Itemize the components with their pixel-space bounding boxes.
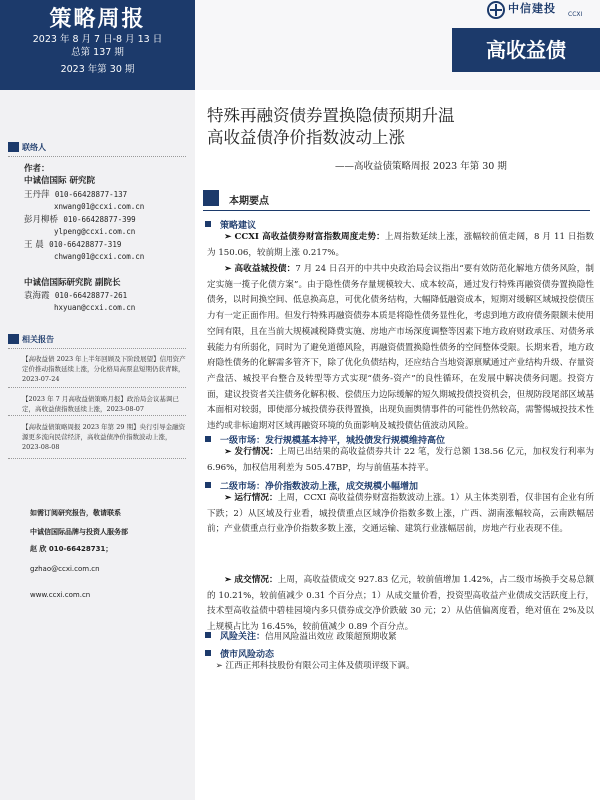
report-type: 策略周报 — [49, 7, 146, 32]
author-org: 中诚信国际 研究院 — [24, 176, 95, 186]
divider — [203, 210, 590, 211]
report-icon — [8, 334, 19, 344]
issue-total: 总第 137 期 — [71, 47, 124, 58]
key-points-icon — [203, 190, 219, 206]
section-heading: 一级市场：发行规模基本持平，城投债发行规模维持高位 — [205, 433, 445, 446]
contact-row: 袁海霞 010-66428877-261 — [24, 291, 128, 301]
main-content — [195, 90, 600, 800]
report-subtitle: ——高收益债策略周报 2023 年第 30 期 — [335, 161, 507, 172]
date-range: 2023 年 8 月 7 日-8 月 13 日 — [32, 34, 163, 45]
brand-logo — [486, 0, 596, 24]
key-points-heading: 本期要点 — [229, 196, 269, 207]
related-title: 相关报告 — [22, 335, 54, 344]
sidebar — [0, 90, 195, 800]
related-report[interactable]: 【高收益债策略周报 2023 年第 29 期】央行引导金融资源更多流向民营经济，高收益债净价指数波动上涨，2023-08-08 — [22, 423, 186, 451]
section-heading: 策略建议 — [205, 218, 256, 231]
subscribe-note: 如需订阅研究报告，敬请联系 — [30, 509, 121, 517]
contact-email[interactable]: chwang01@ccxi.com.cn — [54, 252, 145, 261]
category-banner: 高收益债 — [452, 28, 600, 72]
section-heading: 二级市场：净价指数波动上涨，成交规模小幅增加 — [205, 479, 418, 492]
section-heading: 债市风险动态 — [205, 647, 274, 660]
paragraph: ➢ 运行情况：上周，CCXI 高收益债券财富指数波动上涨。1）从主体类别看，仅非国有企业有所下跌；2）从区域及行业看，城投债重点区域净价指数多数上涨，广西、湖南涨幅较高，云南跌幅居前；产业债重点行业净价指数多数上涨，交通运输、建筑行业涨幅居前，房地产行业表现不佳。 — [207, 493, 594, 535]
brand-name: 中信建投 — [508, 2, 556, 15]
paragraph: ➢ 高收益城投债：7 月 24 日召开的中共中央政治局会议指出“要有效防范化解地方债务风险，制定实施一揽子化债方案”。由于隐性债务存量规模较大、成本较高，通过发行特殊再融资债券置换隐性债务，以时间换空间、低息换高息，可优化债务结构，大幅降低融资成本，短期对缓解区域城投偿债压力有一定正面作用。但发行特殊再融资债券本质是将隐性债务显性化，考虑到地方政府债务限额未使用空间有限，且在当前大规模减税降费实施、房地产市场深度调整等因素下地方政府财政承压、对债务承载能力有所弱化，同时为了避免道德风险，再融资债置换隐性债务的空间整体受限。长期来看，地方政府隐性债务的化解需多管齐下，除了优化负债结构，还应结合当地资源禀赋通过产业结构升级、存量资产盘活、城投平台整合及转型等方式实现“债务-资产”的良性循环，在发展中解决债务问题。投资方面，建议投资者关注债务化解积极、偿债压力边际缓解的短久期城投债投资机会，但规防段尾部区域基本面相对较弱，即使部分城投债券获得置换，出现负面舆情事件的可能性仍然较高，需警惕城投技术性违约或非标逾期对区域再融资环境的负面影响及城投债估值波动风险。 — [207, 264, 594, 432]
contacts-title: 联络人 — [22, 143, 46, 152]
contact-row: 王 晨 010-66428877-319 — [24, 240, 122, 250]
author-label: 作者： — [24, 164, 50, 174]
related-report[interactable]: 【2023 年 7 月高收益债策略月报】政治局会议基调已定，高收益债指数延续上涨，2023-08-07 — [22, 395, 179, 413]
contact-email[interactable]: xnwang01@ccxi.com.cn — [54, 202, 145, 211]
report-title-line2: 高收益债净价指数波动上涨 — [207, 128, 405, 147]
contact-icon — [8, 142, 19, 152]
divider — [8, 458, 186, 459]
website-link[interactable]: www.ccxi.com.cn — [30, 591, 91, 599]
contact-email[interactable]: gzhao@ccxi.com.cn — [30, 565, 100, 573]
paragraph: ➢ 成交情况：上周，高收益债成交 927.83 亿元，较前值增加 1.42%，占二级市场换手交易总额的 10.21%，较前值减少 0.31 个百分点；1）从成交量价看，投资型高收益产业债成交活跃度上行，技术型高收益债中碧桂园境内多只债券成交净价跌破 30 元；2）从估值偏离度看，绝对值在 2%及以上规模占比为 16.45%，较前值减少 0.89 个百分点。 — [207, 575, 594, 633]
contact-phone: 赵 欣 010-66428731； — [30, 545, 113, 553]
paragraph: ➢ CCXI 高收益债券财富指数周度走势：上周指数延续上涨，涨幅较前值走阔，8 月 11 日指数为 150.06，较前期上涨 0.217%。 — [207, 232, 594, 258]
report-title-line1: 特殊再融资债券置换隐债预期升温 — [207, 106, 455, 125]
paragraph: ➢ 江西正邦科技股份有限公司主体及债项评级下调。 — [215, 661, 415, 671]
brand-mark-icon — [486, 1, 506, 19]
contact-email[interactable]: hxyuan@ccxi.com.cn — [54, 303, 136, 312]
divider — [8, 415, 186, 416]
service-dept: 中诚信国际品牌与投资人服务部 — [30, 528, 128, 536]
section-heading: 风险关注：信用风险溢出效应 政策超预期收紧 — [205, 629, 397, 642]
report-header-block — [0, 0, 195, 90]
contact-row: 王丹萍 010-66428877-137 — [24, 190, 128, 200]
divider — [8, 156, 186, 157]
divider — [8, 348, 186, 349]
related-report[interactable]: 【高收益债 2023 年上半年回顾及下阶段展望】信用资产定价推动指数延续上涨，分化格局高票息短期仍获青睐，2023-07-24 — [22, 355, 186, 383]
paragraph: ➢ 发行情况：上周已出结果的高收益债券共计 22 笔，发行总额 138.56 亿元，加权发行利率为 6.96%，加权信用利差为 505.47BP，均与前值基本持平。 — [207, 447, 594, 473]
contact-email[interactable]: ylpeng@ccxi.com.cn — [54, 227, 136, 236]
head-org: 中诚信国际研究院 副院长 — [24, 278, 121, 288]
issue-year: 2023 年第 30 期 — [60, 64, 135, 75]
brand-en: CCXI — [568, 11, 583, 18]
contact-row: 彭月柳桥 010-66428877-399 — [24, 215, 136, 225]
divider — [8, 387, 186, 388]
